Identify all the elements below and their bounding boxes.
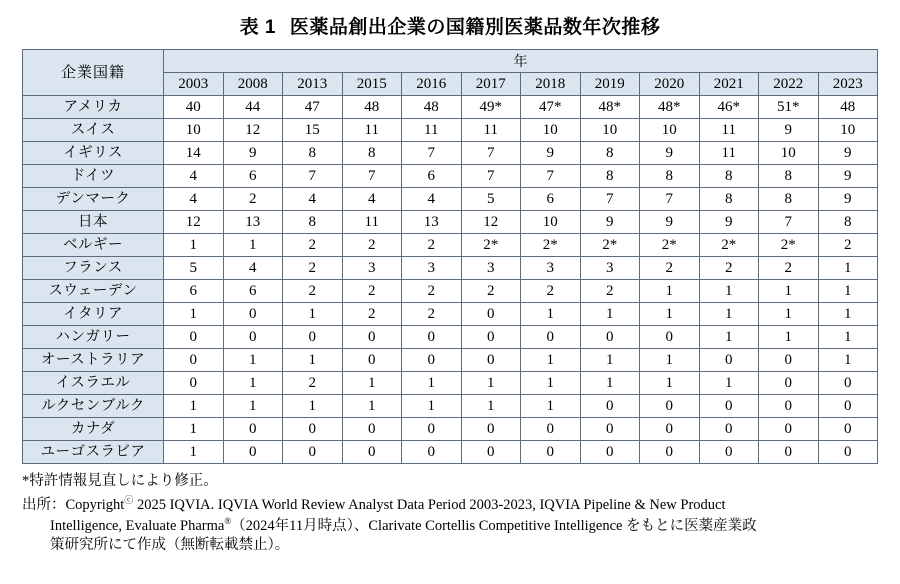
cell-value: 1	[818, 349, 878, 372]
row-label-country: アメリカ	[23, 96, 164, 119]
cell-value: 6	[402, 165, 462, 188]
cell-value: 0	[759, 349, 819, 372]
cell-value: 8	[640, 165, 700, 188]
cell-value: 0	[818, 418, 878, 441]
footnote: *特許情報見直しにより修正。	[22, 473, 218, 489]
cell-value: 7	[402, 142, 462, 165]
cell-value: 1	[283, 303, 343, 326]
column-header-year: 2017	[461, 73, 521, 96]
column-header-year: 2019	[580, 73, 640, 96]
cell-value: 0	[164, 326, 224, 349]
row-label-country: イタリア	[23, 303, 164, 326]
cell-value: 0	[580, 395, 640, 418]
cell-value: 2	[699, 257, 759, 280]
source-label: 出所：Copyright	[22, 496, 125, 513]
cell-value: 0	[699, 349, 759, 372]
cell-value: 0	[759, 418, 819, 441]
cell-value: 48*	[640, 96, 700, 119]
cell-value: 2	[223, 188, 283, 211]
cell-value: 1	[164, 395, 224, 418]
cell-value: 7	[580, 188, 640, 211]
row-label-country: 日本	[23, 211, 164, 234]
cell-value: 4	[283, 188, 343, 211]
cell-value: 1	[640, 349, 700, 372]
cell-value: 0	[640, 395, 700, 418]
cell-value: 3	[521, 257, 581, 280]
row-label-country: ユーゴスラビア	[23, 441, 164, 464]
table-row	[23, 211, 878, 234]
column-header-year: 2022	[759, 73, 819, 96]
cell-value: 7	[640, 188, 700, 211]
cell-value: 11	[699, 119, 759, 142]
cell-value: 1	[640, 280, 700, 303]
cell-value: 1	[283, 349, 343, 372]
cell-value: 1	[580, 372, 640, 395]
cell-value: 2	[640, 257, 700, 280]
cell-value: 1	[223, 395, 283, 418]
table-row	[23, 165, 878, 188]
table-row	[23, 142, 878, 165]
cell-value: 9	[640, 211, 700, 234]
cell-value: 8	[580, 142, 640, 165]
cell-value: 4	[342, 188, 402, 211]
row-label-country: ハンガリー	[23, 326, 164, 349]
cell-value: 8	[699, 165, 759, 188]
table-row	[23, 349, 878, 372]
row-label-country: スイス	[23, 119, 164, 142]
cell-value: 0	[580, 418, 640, 441]
column-header-year: 2016	[402, 73, 462, 96]
cell-value: 46*	[699, 96, 759, 119]
cell-value: 3	[580, 257, 640, 280]
cell-value: 6	[223, 165, 283, 188]
cell-value: 9	[818, 142, 878, 165]
cell-value: 11	[402, 119, 462, 142]
cell-value: 0	[342, 326, 402, 349]
cell-value: 9	[699, 211, 759, 234]
row-label-country: イギリス	[23, 142, 164, 165]
cell-value: 12	[223, 119, 283, 142]
cell-value: 8	[283, 142, 343, 165]
cell-value: 0	[521, 441, 581, 464]
cell-value: 2	[342, 303, 402, 326]
cell-value: 2*	[759, 234, 819, 257]
cell-value: 2	[402, 280, 462, 303]
cell-value: 1	[461, 395, 521, 418]
cell-value: 2	[402, 234, 462, 257]
cell-value: 0	[699, 395, 759, 418]
cell-value: 0	[759, 395, 819, 418]
cell-value: 9	[640, 142, 700, 165]
source-line-3: 策研究所にて作成（無断転載禁止）。	[50, 537, 290, 554]
cell-value: 2	[521, 280, 581, 303]
cell-value: 0	[342, 418, 402, 441]
column-header-year: 2018	[521, 73, 581, 96]
row-label-country: ベルギー	[23, 234, 164, 257]
row-label-country: フランス	[23, 257, 164, 280]
cell-value: 0	[164, 372, 224, 395]
cell-value: 2	[580, 280, 640, 303]
table-row	[23, 441, 878, 464]
cell-value: 15	[283, 119, 343, 142]
cell-value: 9	[818, 165, 878, 188]
cell-value: 1	[640, 372, 700, 395]
cell-value: 7	[461, 142, 521, 165]
column-header-year: 2013	[283, 73, 343, 96]
cell-value: 8	[759, 165, 819, 188]
cell-value: 2	[283, 372, 343, 395]
cell-value: 1	[759, 280, 819, 303]
cell-value: 7	[759, 211, 819, 234]
cell-value: 2	[759, 257, 819, 280]
cell-value: 0	[164, 349, 224, 372]
cell-value: 47*	[521, 96, 581, 119]
table-row	[23, 188, 878, 211]
row-label-country: デンマーク	[23, 188, 164, 211]
cell-value: 0	[699, 418, 759, 441]
cell-value: 0	[461, 441, 521, 464]
cell-value: 1	[759, 326, 819, 349]
cell-value: 11	[342, 211, 402, 234]
cell-value: 3	[342, 257, 402, 280]
cell-value: 2*	[580, 234, 640, 257]
page-title	[0, 12, 900, 39]
cell-value: 2	[283, 280, 343, 303]
table-row	[23, 257, 878, 280]
table-row	[23, 326, 878, 349]
row-label-country: カナダ	[23, 418, 164, 441]
cell-value: 0	[580, 441, 640, 464]
cell-value: 1	[223, 372, 283, 395]
row-label-country: イスラエル	[23, 372, 164, 395]
cell-value: 8	[759, 188, 819, 211]
cell-value: 0	[818, 395, 878, 418]
table-row	[23, 395, 878, 418]
cell-value: 10	[164, 119, 224, 142]
cell-value: 0	[223, 326, 283, 349]
cell-value: 48	[402, 96, 462, 119]
cell-value: 9	[759, 119, 819, 142]
table-row	[23, 303, 878, 326]
source-line-1: 2025 IQVIA. IQVIA World Review Analyst Data Period 2003-2023, IQVIA Pipeline & New Product	[133, 496, 726, 513]
cell-value: 0	[461, 349, 521, 372]
cell-value: 0	[283, 326, 343, 349]
cell-value: 47	[283, 96, 343, 119]
cell-value: 1	[818, 303, 878, 326]
cell-value: 8	[580, 165, 640, 188]
cell-value: 10	[640, 119, 700, 142]
cell-value: 13	[223, 211, 283, 234]
cell-value: 4	[223, 257, 283, 280]
cell-value: 1	[521, 349, 581, 372]
cell-value: 0	[402, 326, 462, 349]
cell-value: 9	[818, 188, 878, 211]
cell-value: 0	[699, 441, 759, 464]
table-title-text: 医薬品創出企業の国籍別医薬品数年次推移	[289, 17, 661, 38]
cell-value: 1	[402, 372, 462, 395]
cell-value: 1	[699, 280, 759, 303]
cell-value: 1	[521, 303, 581, 326]
cell-value: 6	[164, 280, 224, 303]
registered-symbol: ®	[224, 515, 232, 526]
cell-value: 11	[342, 119, 402, 142]
cell-value: 1	[818, 280, 878, 303]
table-row	[23, 418, 878, 441]
cell-value: 0	[283, 418, 343, 441]
source-line-2a: Intelligence, Evaluate Pharma	[50, 517, 225, 534]
cell-value: 3	[402, 257, 462, 280]
cell-value: 7	[461, 165, 521, 188]
cell-value: 1	[640, 303, 700, 326]
cell-value: 2*	[699, 234, 759, 257]
cell-value: 0	[342, 441, 402, 464]
cell-value: 0	[759, 441, 819, 464]
drug-origin-table	[22, 49, 878, 464]
cell-value: 1	[164, 303, 224, 326]
cell-value: 0	[818, 372, 878, 395]
column-header-year: 2021	[699, 73, 759, 96]
cell-value: 10	[580, 119, 640, 142]
cell-value: 14	[164, 142, 224, 165]
table-row	[23, 119, 878, 142]
copyright-symbol: ⓒ	[124, 494, 134, 505]
row-label-country: ルクセンブルク	[23, 395, 164, 418]
column-header-year: 2023	[818, 73, 878, 96]
table-header-row-1	[23, 50, 878, 73]
cell-value: 0	[223, 441, 283, 464]
cell-value: 0	[402, 418, 462, 441]
cell-value: 1	[818, 257, 878, 280]
cell-value: 51*	[759, 96, 819, 119]
cell-value: 4	[164, 165, 224, 188]
column-header-year: 2020	[640, 73, 700, 96]
cell-value: 4	[402, 188, 462, 211]
cell-value: 11	[461, 119, 521, 142]
table-container	[22, 49, 878, 464]
cell-value: 4	[164, 188, 224, 211]
cell-value: 13	[402, 211, 462, 234]
cell-value: 7	[342, 165, 402, 188]
cell-value: 10	[521, 211, 581, 234]
cell-value: 0	[521, 418, 581, 441]
cell-value: 1	[818, 326, 878, 349]
cell-value: 1	[342, 372, 402, 395]
cell-value: 10	[818, 119, 878, 142]
cell-value: 11	[699, 142, 759, 165]
cell-value: 5	[461, 188, 521, 211]
cell-value: 1	[164, 441, 224, 464]
cell-value: 2	[402, 303, 462, 326]
row-label-country: ドイツ	[23, 165, 164, 188]
cell-value: 48	[342, 96, 402, 119]
cell-value: 40	[164, 96, 224, 119]
table-row	[23, 280, 878, 303]
cell-value: 9	[223, 142, 283, 165]
cell-value: 2	[342, 280, 402, 303]
cell-value: 0	[402, 441, 462, 464]
cell-value: 48	[818, 96, 878, 119]
cell-value: 9	[521, 142, 581, 165]
cell-value: 6	[521, 188, 581, 211]
cell-value: 8	[699, 188, 759, 211]
cell-value: 0	[223, 418, 283, 441]
cell-value: 2	[342, 234, 402, 257]
cell-value: 8	[818, 211, 878, 234]
column-header-country: 企業国籍	[23, 50, 164, 96]
cell-value: 48*	[580, 96, 640, 119]
cell-value: 1	[164, 418, 224, 441]
cell-value: 10	[759, 142, 819, 165]
cell-value: 1	[699, 326, 759, 349]
cell-value: 3	[461, 257, 521, 280]
source-line-2	[22, 515, 878, 536]
source-note	[22, 494, 878, 556]
cell-value: 2	[461, 280, 521, 303]
cell-value: 0	[640, 418, 700, 441]
cell-value: 2*	[521, 234, 581, 257]
source-line-2b: （2024年11月時点）、Clarivate Cortellis Competitive Intelligence をもとに医薬産業政	[231, 517, 757, 534]
cell-value: 0	[223, 303, 283, 326]
cell-value: 0	[342, 349, 402, 372]
cell-value: 0	[640, 441, 700, 464]
cell-value: 7	[283, 165, 343, 188]
table-row	[23, 372, 878, 395]
cell-value: 0	[521, 326, 581, 349]
cell-value: 1	[283, 395, 343, 418]
cell-value: 2*	[461, 234, 521, 257]
cell-value: 44	[223, 96, 283, 119]
table-row	[23, 96, 878, 119]
cell-value: 6	[223, 280, 283, 303]
cell-value: 12	[461, 211, 521, 234]
table-number: 表 1	[239, 17, 276, 38]
cell-value: 1	[521, 395, 581, 418]
cell-value: 1	[580, 303, 640, 326]
cell-value: 0	[283, 441, 343, 464]
cell-value: 49*	[461, 96, 521, 119]
row-label-country: オーストラリア	[23, 349, 164, 372]
cell-value: 10	[521, 119, 581, 142]
cell-value: 0	[402, 349, 462, 372]
cell-value: 1	[759, 303, 819, 326]
column-header-year-group: 年	[164, 50, 878, 73]
cell-value: 1	[580, 349, 640, 372]
column-header-year: 2008	[223, 73, 283, 96]
cell-value: 2	[283, 257, 343, 280]
cell-value: 0	[640, 326, 700, 349]
cell-value: 7	[521, 165, 581, 188]
cell-value: 1	[699, 303, 759, 326]
column-header-year: 2003	[164, 73, 224, 96]
cell-value: 2	[818, 234, 878, 257]
cell-value: 1	[342, 395, 402, 418]
cell-value: 2	[283, 234, 343, 257]
cell-value: 5	[164, 257, 224, 280]
cell-value: 2*	[640, 234, 700, 257]
cell-value: 0	[818, 441, 878, 464]
cell-value: 0	[580, 326, 640, 349]
column-header-year: 2015	[342, 73, 402, 96]
row-label-country: スウェーデン	[23, 280, 164, 303]
cell-value: 9	[580, 211, 640, 234]
cell-value: 1	[521, 372, 581, 395]
cell-value: 0	[461, 326, 521, 349]
cell-value: 0	[461, 418, 521, 441]
cell-value: 0	[461, 303, 521, 326]
cell-value: 1	[223, 349, 283, 372]
cell-value: 1	[223, 234, 283, 257]
cell-value: 1	[164, 234, 224, 257]
cell-value: 1	[699, 372, 759, 395]
cell-value: 12	[164, 211, 224, 234]
cell-value: 1	[461, 372, 521, 395]
table-body	[23, 96, 878, 464]
cell-value: 8	[342, 142, 402, 165]
document-page	[0, 12, 900, 584]
table-head	[23, 50, 878, 96]
cell-value: 1	[402, 395, 462, 418]
cell-value: 8	[283, 211, 343, 234]
table-row	[23, 234, 878, 257]
cell-value: 0	[759, 372, 819, 395]
table-notes	[22, 472, 878, 556]
